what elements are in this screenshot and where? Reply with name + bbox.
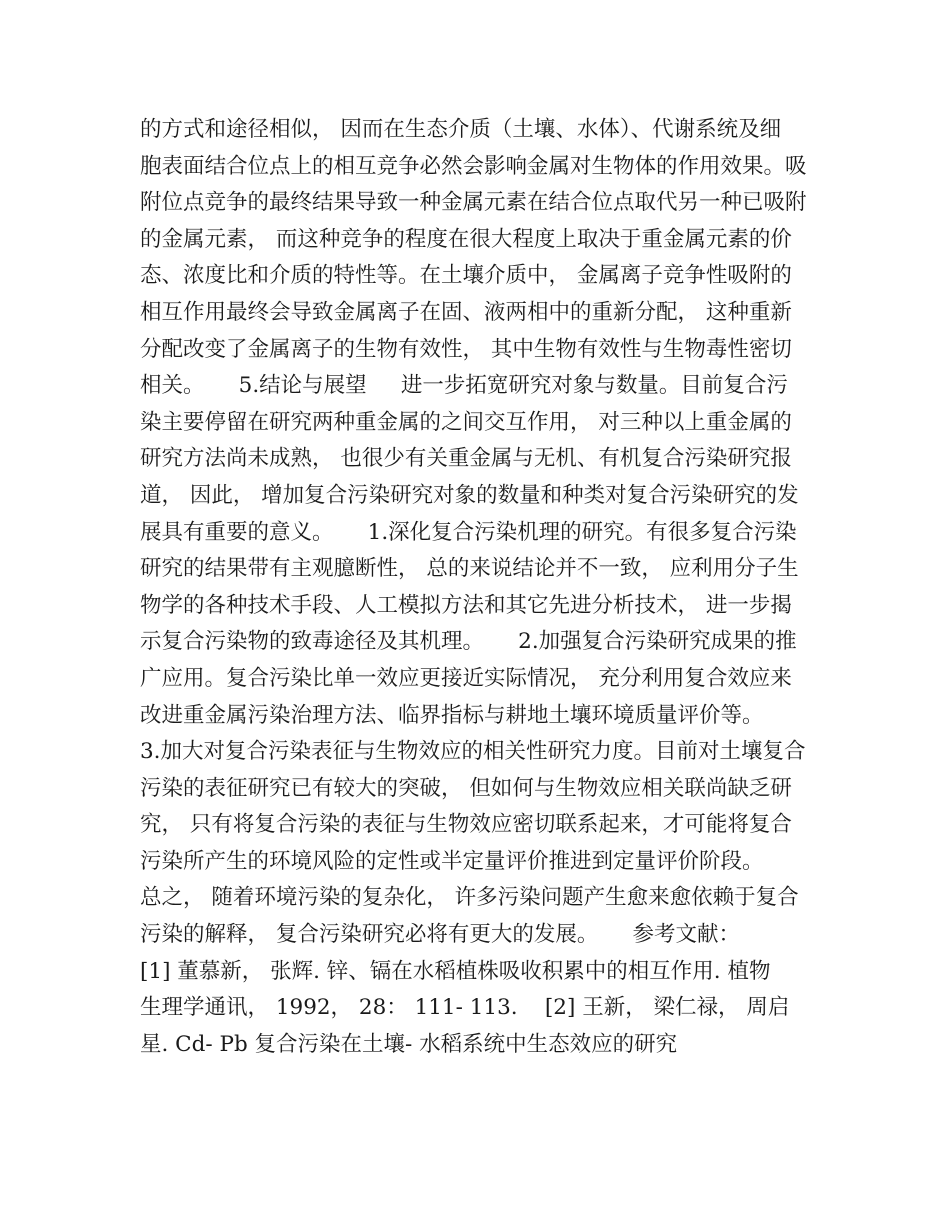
text-line: 的方式和途径相似， 因而在生态介质（土壤、水体）、代谢系统及细 <box>140 117 782 142</box>
text-line: 示复合污染物的致毒途径及其机理。 2.加强复合污染研究成果的推 <box>140 629 797 655</box>
reference-line: 星. Cd- Pb 复合污染在土壤- 水稻系统中生态效应的研究 <box>140 1031 678 1057</box>
text-line: 相互作用最终会导致金属离子在固、液两相中的重新分配， 这种重新 <box>140 299 792 325</box>
text-line: 道， 因此， 增加复合污染研究对象的数量和种类对复合污染研究的发 <box>140 482 799 508</box>
text-line: 的金属元素， 而这种竞争的程度在很大程度上取决于重金属元素的价 <box>140 226 792 252</box>
text-line: 污染的解释， 复合污染研究必将有更大的发展。 参考文献： <box>140 922 741 948</box>
text-line: 究， 只有将复合污染的表征与生物效应密切联系起来，才可能将复合 <box>140 812 792 838</box>
text-line: 改进重金属污染治理方法、临界指标与耕地土壤环境质量评价等。 <box>140 702 764 728</box>
body-text <box>140 112 820 1063</box>
reference-line: 生理学通讯， 1992， 28： 111- 113. [2] 王新， 梁仁禄， 周启 <box>140 995 790 1021</box>
text-line: 总之， 随着环境污染的复杂化， 许多污染问题产生愈来愈依赖于复合 <box>140 885 799 911</box>
text-line: 3.加大对复合污染表征与生物效应的相关性研究力度。目前对土壤复合 <box>140 739 806 765</box>
text-line: 物学的各种技术手段、人工模拟方法和其它先进分析技术， 进一步揭 <box>140 592 792 618</box>
text-line: 染主要停留在研究两种重金属的之间交互作用， 对三种以上重金属的 <box>140 409 792 435</box>
text-line: 研究方法尚未成熟， 也很少有关重金属与无机、有机复合污染研究报 <box>140 446 792 472</box>
text-line: 广应用。复合污染比单一效应更接近实际情况， 充分利用复合效应来 <box>140 665 792 691</box>
text-line: 附位点竞争的最终结果导致一种金属元素在结合位点取代另一种已吸附 <box>140 190 807 216</box>
text-line: 态、浓度比和介质的特性等。在土壤介质中， 金属离子竞争性吸附的 <box>140 263 792 289</box>
text-line: 研究的结果带有主观臆断性， 总的来说结论并不一致， 应利用分子生 <box>140 556 799 582</box>
text-line: 分配改变了金属离子的生物有效性， 其中生物有效性与生物毒性密切 <box>140 336 792 362</box>
text-line: 相关。 5.结论与展望 进一步拓宽研究对象与数量。目前复合污 <box>140 373 788 399</box>
text-line: 胞表面结合位点上的相互竞争必然会影响金属对生物体的作用效果。吸 <box>140 153 807 179</box>
reference-line: [1] 董慕新， 张辉. 锌、镉在水稻植株吸收积累中的相互作用. 植物 <box>140 958 771 984</box>
text-line: 展具有重要的意义。 1.深化复合污染机理的研究。有很多复合污染 <box>140 519 797 545</box>
text-line: 污染所产生的环境风险的定性或半定量评价推进到定量评价阶段。 <box>140 848 764 874</box>
text-line: 污染的表征研究已有较大的突破， 但如何与生物效应相关联尚缺乏研 <box>140 775 792 801</box>
